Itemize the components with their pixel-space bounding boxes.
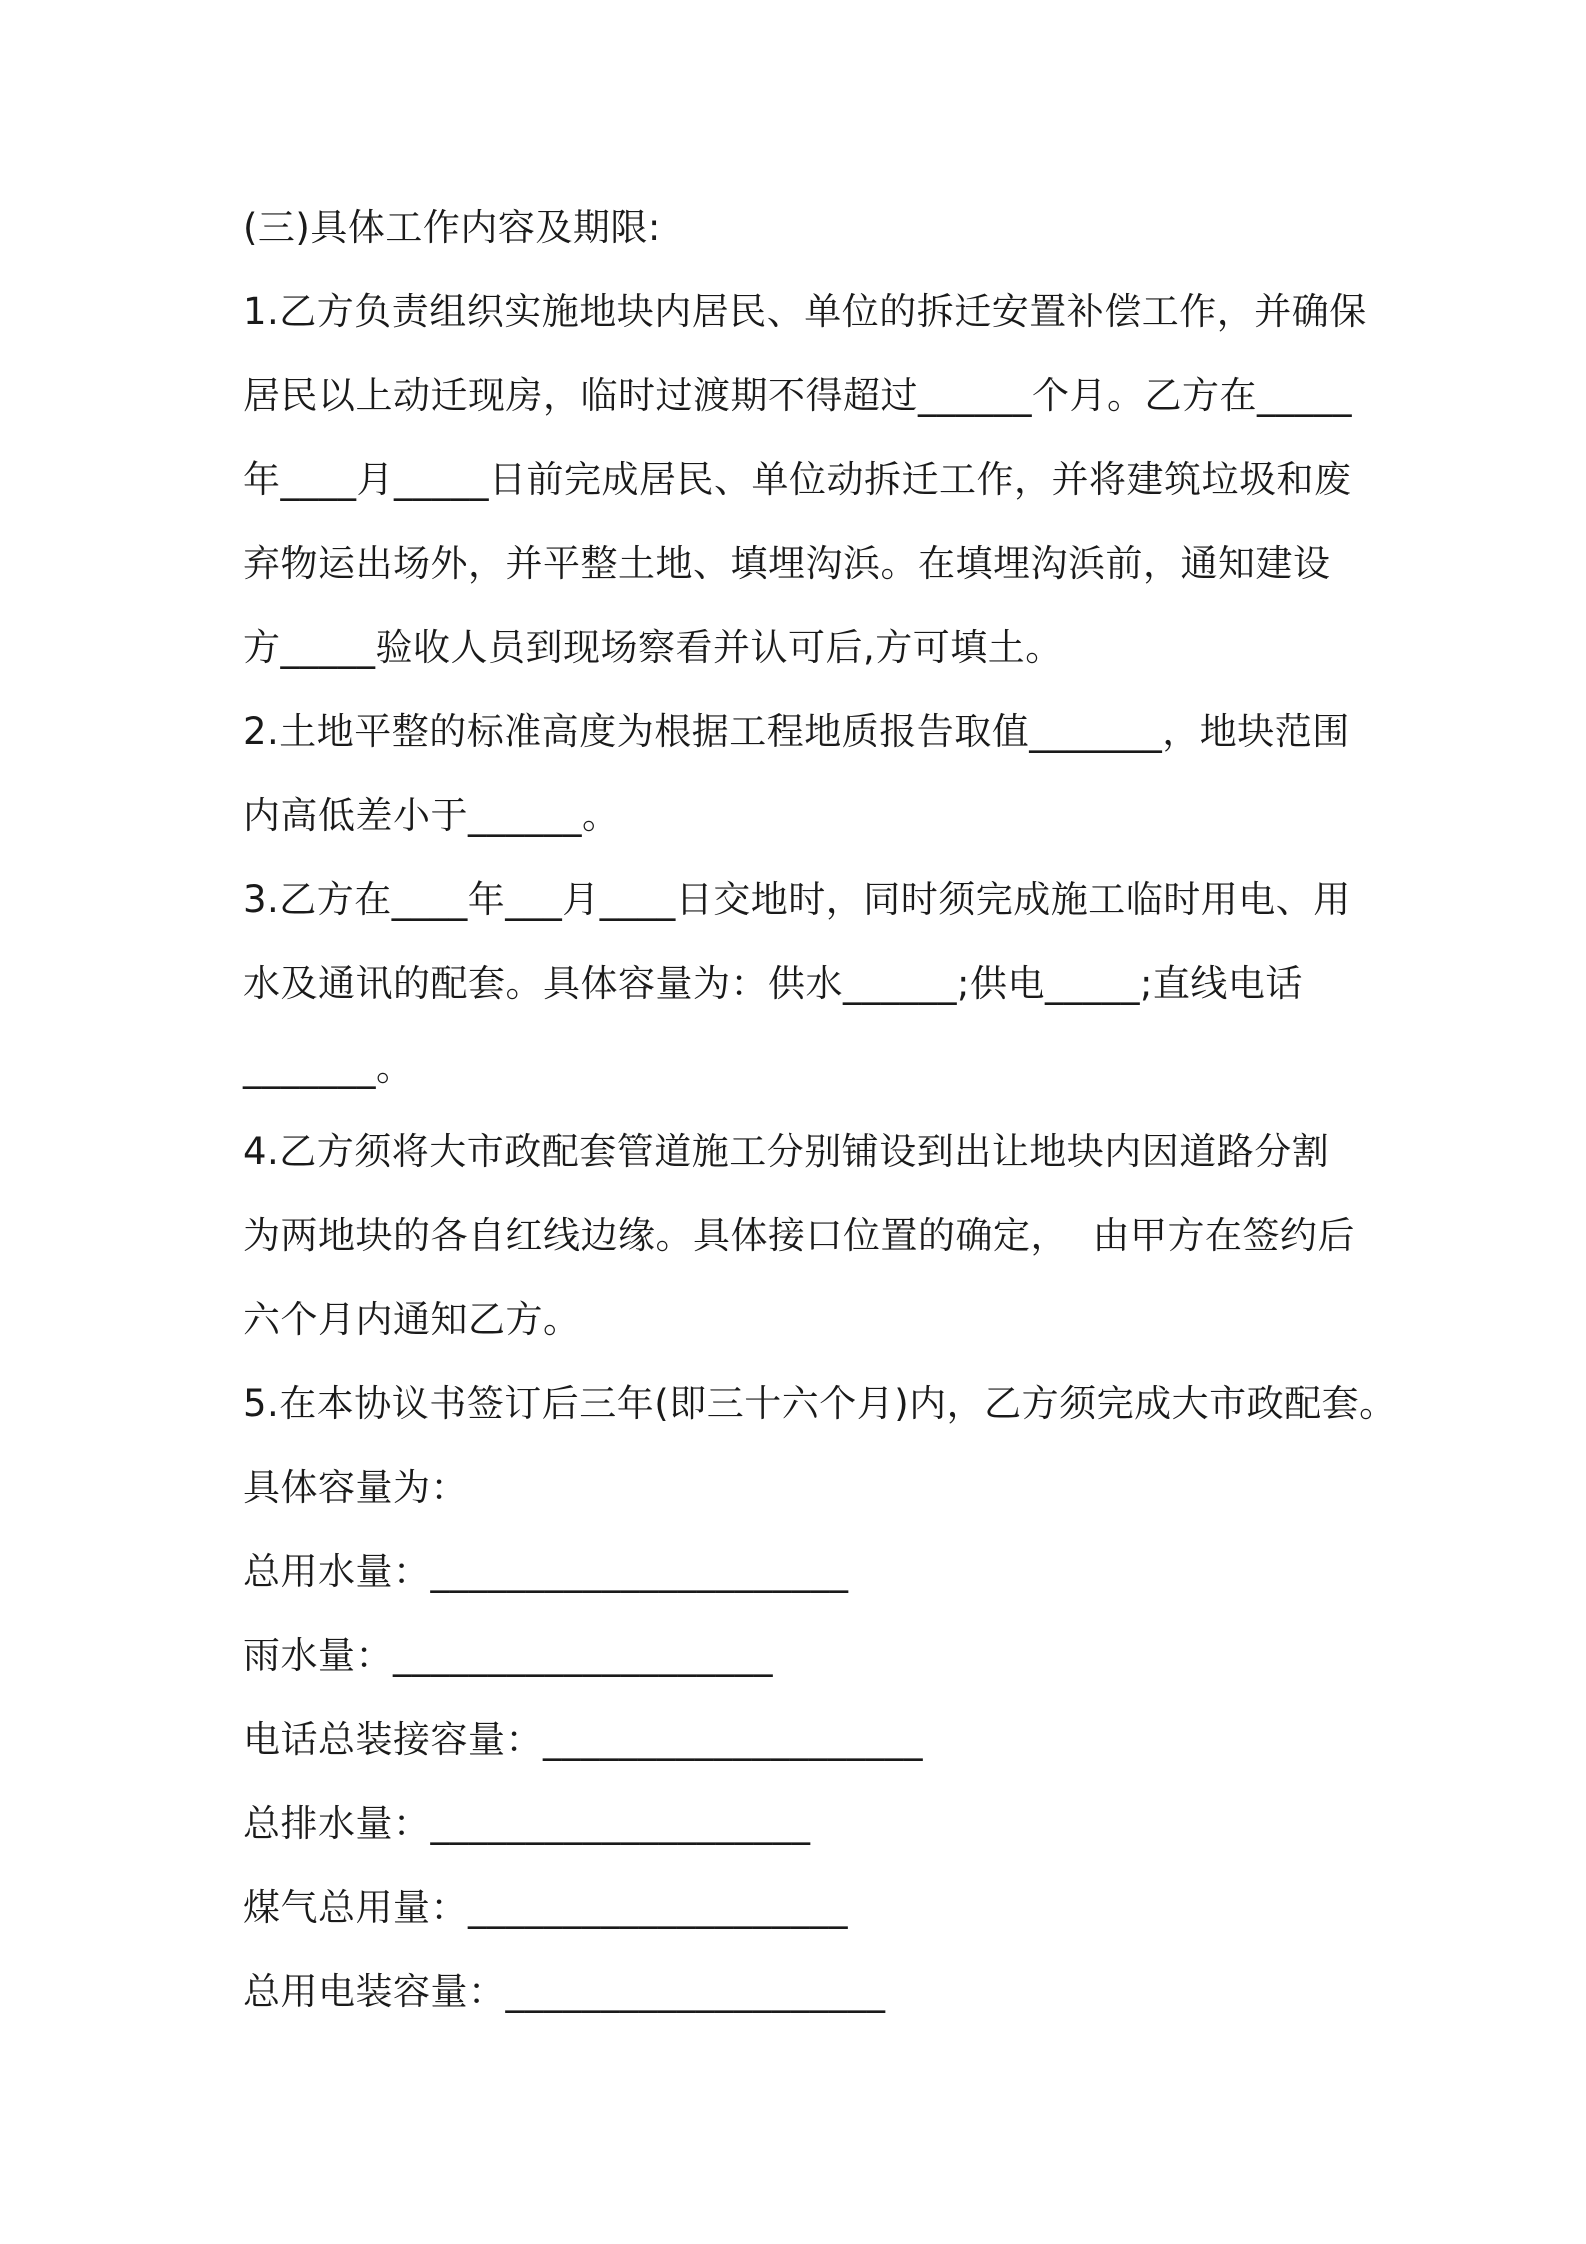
paragraph-line: 内高低差小于______。	[243, 794, 620, 837]
paragraph-line: 居民以上动迁现房，临时过渡期不得超过______个月。乙方在_____	[243, 374, 1352, 417]
paragraph-line: 水及通讯的配套。具体容量为：供水______;供电_____;直线电话	[243, 962, 1303, 1005]
paragraph-line: 六个月内通知乙方。	[243, 1298, 581, 1341]
form-field-phone-capacity: 电话总装接容量：____________________	[243, 1718, 923, 1761]
paragraph-line: 3.乙方在____年___月____日交地时，同时须完成施工临时用电、用	[243, 878, 1351, 921]
form-field-total-drainage: 总排水量：____________________	[243, 1802, 811, 1845]
paragraph-line: 方_____验收人员到现场察看并认可后,方可填土。	[243, 626, 1063, 669]
section-heading: (三)具体工作内容及期限:	[243, 206, 661, 249]
form-field-power-capacity: 总用电装容量：____________________	[243, 1970, 886, 2013]
paragraph-line: 年____月_____日前完成居民、单位动拆迁工作，并将建筑垃圾和废	[243, 458, 1352, 501]
paragraph-line: 2.土地平整的标准高度为根据工程地质报告取值_______，地块范围	[243, 710, 1350, 753]
paragraph-line: 5.在本协议书签订后三年(即三十六个月)内，乙方须完成大市政配套。	[243, 1382, 1397, 1425]
paragraph-line: 弃物运出场外，并平整土地、填埋沟浜。在填埋沟浜前，通知建设	[243, 542, 1331, 585]
form-field-rainwater: 雨水量：____________________	[243, 1634, 773, 1677]
paragraph-line: 4.乙方须将大市政配套管道施工分别铺设到出让地块内因道路分割	[243, 1130, 1330, 1173]
paragraph-line: 为两地块的各自红线边缘。具体接口位置的确定， 由甲方在签约后	[243, 1214, 1356, 1257]
paragraph-line: _______。	[243, 1046, 414, 1089]
paragraph-line: 具体容量为：	[243, 1466, 468, 1509]
paragraph-line: 1.乙方负责组织实施地块内居民、单位的拆迁安置补偿工作，并确保	[243, 290, 1367, 333]
form-field-gas-usage: 煤气总用量：____________________	[243, 1886, 848, 1929]
form-field-total-water: 总用水量：______________________	[243, 1550, 849, 1593]
